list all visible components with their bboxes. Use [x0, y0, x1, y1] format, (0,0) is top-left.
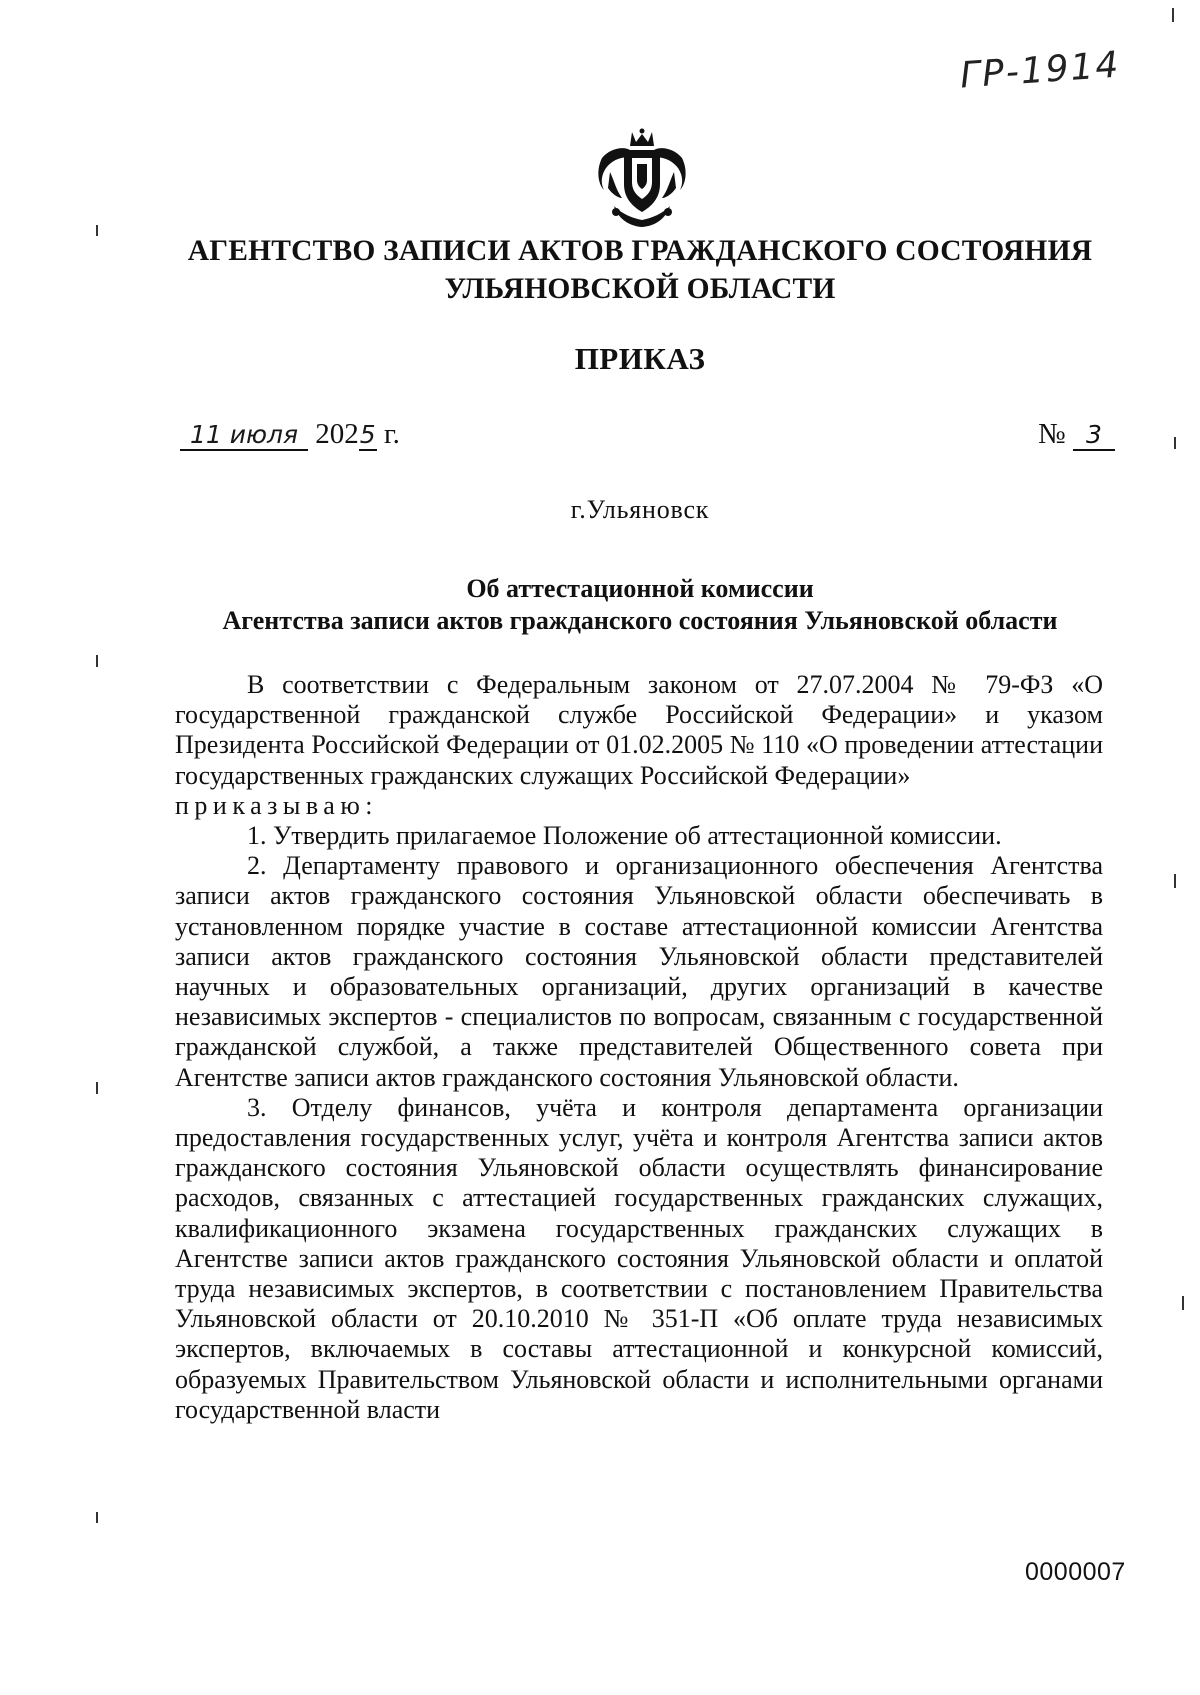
- order-item-1: 1. Утвердить прилагаемое Положение об аттестационной комиссии.: [247, 821, 1002, 851]
- order-subject: [160, 573, 1120, 637]
- order-body: [175, 670, 1103, 1425]
- scan-mark: [96, 655, 98, 667]
- form-serial-number: 0000007: [1025, 1558, 1126, 1586]
- preamble-paragraph: В соответствии с Федеральным законом от 27.07.2004 № 79-ФЗ «О государственной гражданской службе Российской Федерации» и указом Президента Российской Федерации от 01.02.2005 № 110 «О проведении аттестации государственных гражданских служащих Российской Федерации»: [175, 670, 1103, 790]
- agency-name: [160, 232, 1120, 308]
- date-year-digit-field: [359, 420, 377, 451]
- scan-mark: [1174, 437, 1176, 449]
- order-subject-line1: Об аттестационной комиссии: [466, 574, 814, 603]
- agency-name-line2: УЛЬЯНОВСКОЙ ОБЛАСТИ: [444, 273, 836, 305]
- order-subject-line2: Агентства записи актов гражданского состояния Ульяновской области: [222, 606, 1058, 635]
- order-number-label: №: [1038, 418, 1066, 450]
- scan-mark: [1172, 8, 1174, 22]
- date-year-suffix: г.: [384, 418, 400, 450]
- handwritten-registration-note: ГР-1914: [958, 44, 1122, 97]
- order-word: приказываю:: [175, 790, 378, 820]
- scan-mark: [96, 1512, 98, 1523]
- agency-name-line1: АГЕНТСТВО ЗАПИСИ АКТОВ ГРАЖДАНСКОГО СОСТОЯНИЯ: [187, 235, 1093, 267]
- city-name: г.Ульяновск: [570, 495, 710, 524]
- scan-mark: [1182, 1296, 1184, 1310]
- order-date: [180, 418, 400, 451]
- handwritten-day-month: 11 июля: [189, 420, 299, 449]
- date-year-prefix: 202: [315, 418, 359, 450]
- scan-mark: [1174, 874, 1176, 888]
- order-number-value: 3: [1073, 421, 1115, 451]
- date-day-month-field: [180, 420, 308, 451]
- scan-mark: [96, 1082, 98, 1094]
- order-number: [1038, 418, 1115, 451]
- scan-mark: [96, 225, 98, 236]
- coat-of-arms-icon: [596, 128, 688, 228]
- order-item-2: 2. Департаменту правового и организационного обеспечения Агентства записи актов гражданского состояния Ульяновской области обеспечивать в установленном порядке участие в составе аттестационной комиссии Агентства записи актов гражданского состояния Ульяновской области представителей научных и образовательных организаций, других организаций в качестве независимых экспертов - специалистов по вопросам, связанным с государственной гражданской службой, а также представителей Общественного совета при Агентстве записи актов гражданского состояния Ульяновской области.: [175, 851, 1103, 1092]
- handwritten-year-digit: 5: [359, 420, 376, 449]
- document-type-title: ПРИКАЗ: [574, 341, 706, 376]
- order-item-3: 3. Отделу финансов, учёта и контроля департамента организации предоставления государственных услуг, учёта и контроля Агентства записи актов гражданского состояния Ульяновской области осуществлять финансирование расходов, связанных с аттестацией государственных гражданских служащих, квалификационного экзамена государственных гражданских служащих в Агентстве записи актов гражданского состояния Ульяновской области и оплатой труда независимых экспертов, в соответствии с постановлением Правительства Ульяновской области от 20.10.2010 № 351-П «Об оплате труда независимых экспертов, включаемых в составы аттестационной и конкурсной комиссий, образуемых Правительством Ульяновской области и исполнительными органами государственной власти: [175, 1092, 1103, 1424]
